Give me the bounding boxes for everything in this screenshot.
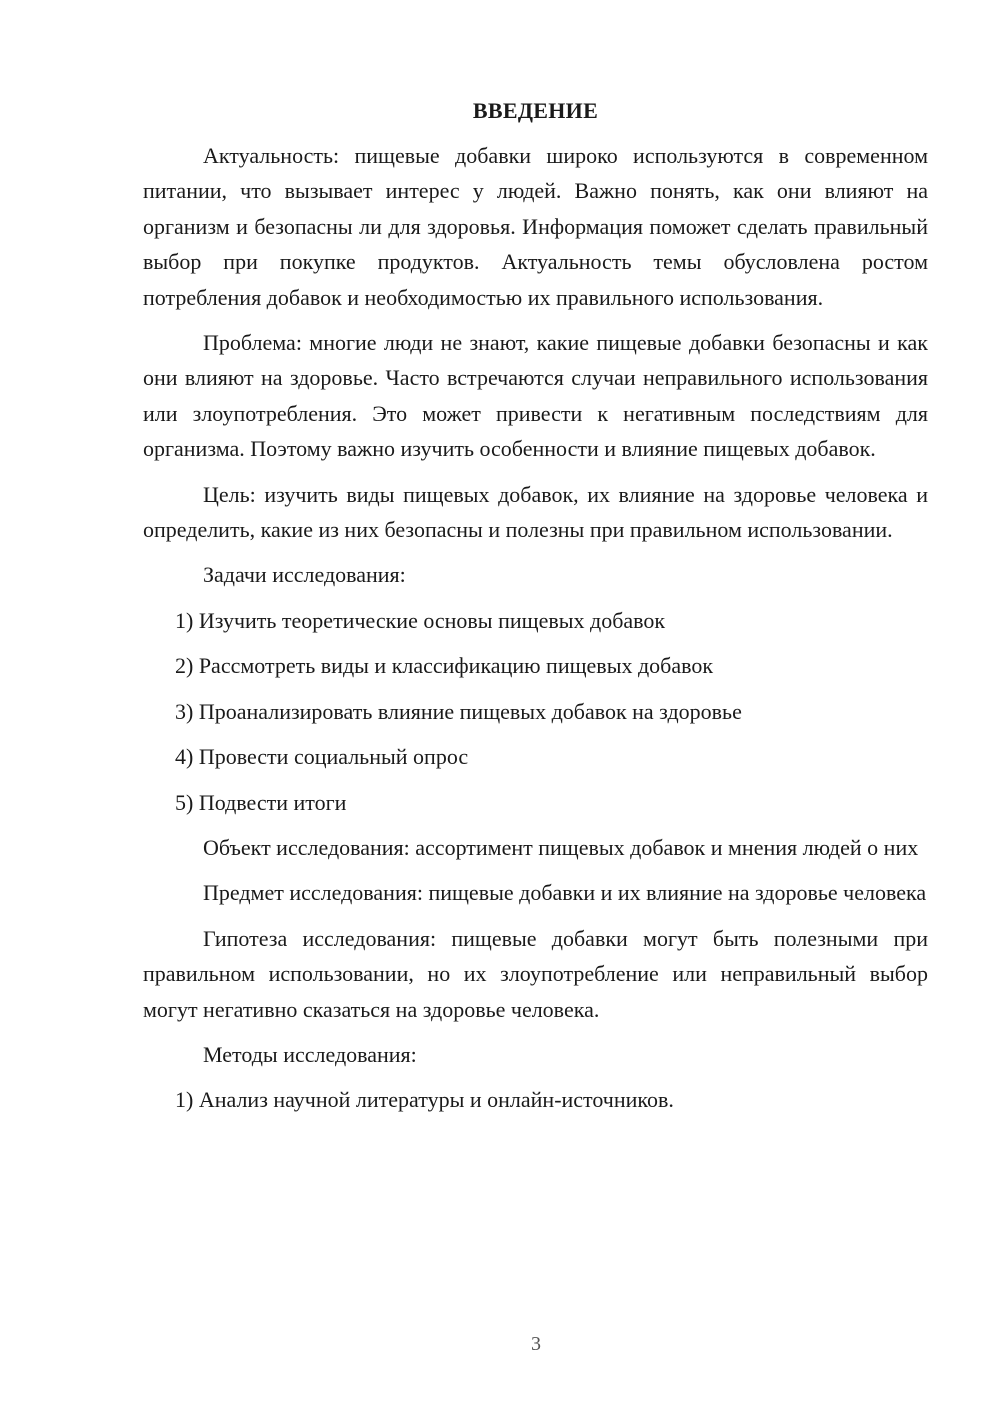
task-item: 5) Подвести итоги [175,789,347,815]
task-item: 4) Провести социальный опрос [175,744,469,770]
methods-heading: Методы исследования: [203,1041,417,1067]
hypothesis-paragraph: Гипотеза исследования: пищевые добавки могут быть полезными при правильном использовании, но их злоупотребление или неправильный выбор могут негативно сказаться на здоровье человека. [143,925,928,1022]
page-number: 3 [531,1333,541,1355]
relevance-paragraph: Актуальность: пищевые добавки широко используются в современном питании, что вызывает интерес у людей. Важно понять, как они влияют на организм и безопасны ли для здоровья. Информация поможет сделать правильный выбор при покупке продуктов. Актуальность темы обусловлена ростом потребления добавок и необходимостью их правильного использования. [143,143,928,310]
task-item: 1) Изучить теоретические основы пищевых добавок [175,607,666,633]
tasks-heading: Задачи исследования: [203,562,406,588]
subject-paragraph: Предмет исследования: пищевые добавки и их влияние на здоровье человека [203,880,927,906]
method-item: 1) Анализ научной литературы и онлайн-источников. [175,1087,674,1113]
object-paragraph: Объект исследования: ассортимент пищевых добавок и мнения людей о них [203,834,919,860]
problem-paragraph: Проблема: многие люди не знают, какие пищевые добавки безопасны и как они влияют на здоровье. Часто встречаются случаи неправильного использования или злоупотребления. Это может привести к негативным последствиям для организма. Поэтому важно изучить особенности и влияние пищевых добавок. [143,330,928,462]
page-title: ВВЕДЕНИЕ [472,98,599,123]
document-page [143,96,928,1118]
task-item: 3) Проанализировать влияние пищевых добавок на здоровье [175,698,742,724]
goal-paragraph: Цель: изучить виды пищевых добавок, их влияние на здоровье человека и определить, какие из них безопасны и полезны при правильном использовании. [143,481,928,543]
task-item: 2) Рассмотреть виды и классификацию пищевых добавок [175,653,714,679]
